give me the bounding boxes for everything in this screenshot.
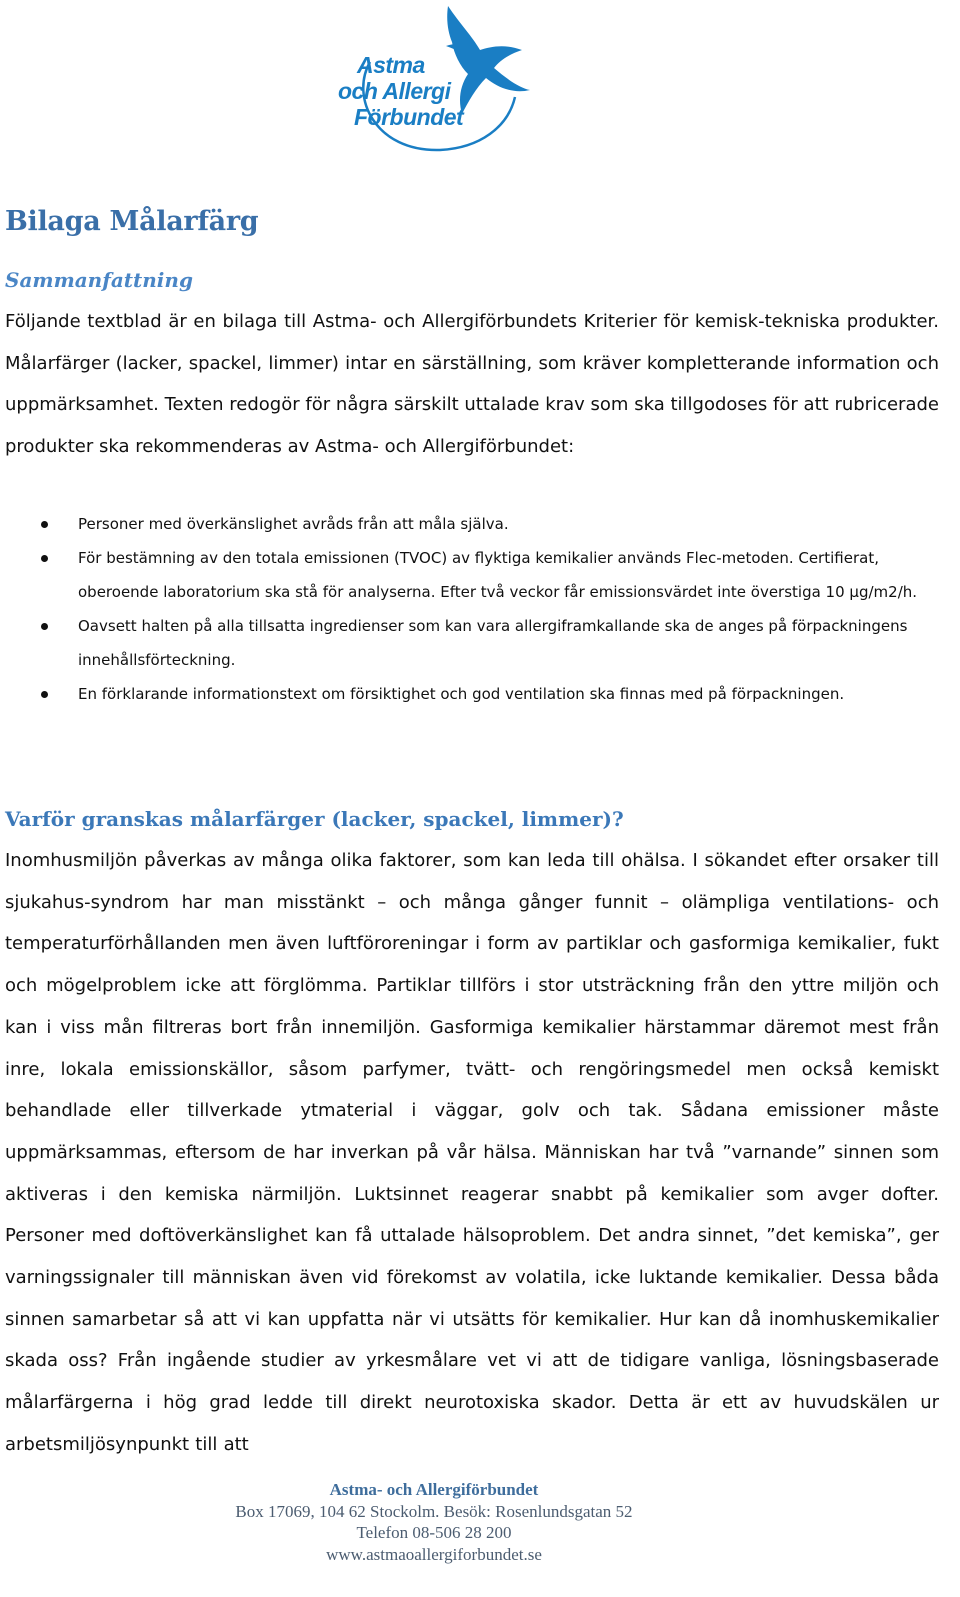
summary-paragraph: Följande textblad är en bilaga till Astma- och Allergiförbundets Kriterier för kemisk-tekniska produkter. Målarfärger (lacker, spackel, limmer) intar en särställning, som kräver kompletterande information och uppmärksamhet. Texten redogör för några särskilt uttalade krav som ska tillgodoses för att rubricerade produkter ska rekommenderas av Astma- och Allergiförbundet: [5, 311, 939, 458]
page-footer [0, 1479, 868, 1565]
requirements-list [0, 507, 940, 711]
bullet-icon [41, 555, 48, 562]
footer-organization: Astma- och Allergiförbundet [329, 1480, 539, 1499]
document-title: Bilaga Målarfärg [5, 206, 259, 237]
organization-logo [330, 2, 540, 154]
list-item [0, 609, 940, 677]
list-item-text: En förklarande informationstext om försiktighet och god ventilation ska finnas med på förpackningen. [78, 685, 845, 703]
why-paragraph: Inomhusmiljön påverkas av många olika faktorer, som kan leda till ohälsa. I sökandet efter orsaker till sjukahus-syndrom har man misstänkt – och många gånger funnit – olämpliga ventilations- och temperaturförhållanden men även luftföroreningar i form av partiklar och gasformiga kemikalier, fukt och mögelproblem icke att förglömma. Partiklar tillförs i stor utsträckning från den yttre miljön och kan i viss mån filtreras bort från innemiljön. Gasformiga kemikalier härstammar däremot mest från inre, lokala emissionskällor, såsom parfymer, tvätt- och rengöringsmedel men också kemiskt behandlade eller tillverkade ytmaterial i väggar, golv och tak. Sådana emissioner måste uppmärksammas, eftersom de har inverkan på vår hälsa. Människan har två ”varnande” sinnen som aktiveras i den kemiska närmiljön. Luktsinnet reagerar snabbt på kemikalier som avger dofter. Personer med doftöverkänslighet kan få uttalade hälsoproblem. Det andra sinnet, ”det kemiska”, ger varningssignaler till människan även vid förekomst av volatila, icke luktande kemikalier. Dessa båda sinnen samarbetar så att vi kan uppfatta när vi utsätts för kemikalier. Hur kan då inomhuskemikalier skada oss? Från ingående studier av yrkesmålare vet vi att de tidigare vanliga, lösningsbaserade målarfärgerna i hög grad ledde till direkt neurotoxiska skador. Detta är ett av huvudskälen ur arbetsmiljösynpunkt till att [5, 850, 939, 1455]
list-item-text: Personer med överkänslighet avråds från att måla själva. [78, 515, 509, 533]
logo-line-2: och Allergi [338, 78, 451, 104]
footer-address: Box 17069, 104 62 Stockolm. Besök: Rosenlundsgatan 52 [235, 1501, 633, 1521]
summary-heading: Sammanfattning [5, 268, 193, 292]
list-item [0, 541, 940, 609]
logo-line-1: Astma [357, 52, 425, 78]
logo-line-3: Förbundet [354, 104, 464, 130]
bullet-icon [41, 521, 48, 528]
list-item [0, 507, 940, 541]
list-item-text: För bestämning av den totala emissionen (TVOC) av flyktiga kemikalier används Flec-metoden. Certifierat, oberoende laboratorium ska stå för analyserna. Efter två veckor får emissionsvärdet inte överstiga 10 µg/m2/h. [78, 549, 918, 601]
bullet-icon [41, 623, 48, 630]
why-heading: Varför granskas målarfärger (lacker, spackel, limmer)? [5, 807, 624, 831]
footer-phone: Telefon 08-506 28 200 [356, 1523, 512, 1542]
list-item-text: Oavsett halten på alla tillsatta ingredienser som kan vara allergiframkallande ska de anges på förpackningens innehållsförteckning. [78, 617, 908, 669]
footer-website-link[interactable]: www.astmaoallergiforbundet.se [326, 1544, 542, 1564]
list-item [0, 677, 940, 711]
bullet-icon [41, 691, 48, 698]
